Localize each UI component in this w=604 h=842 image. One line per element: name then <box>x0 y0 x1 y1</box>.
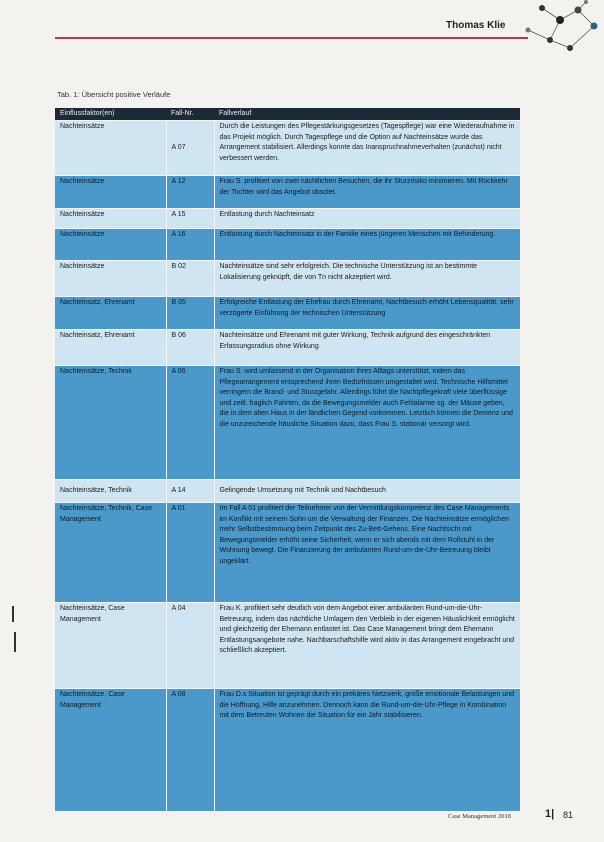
table-caption: Tab. 1: Übersicht positive Verläufe <box>57 90 171 99</box>
course-cell: Frau D.s Situation ist geprägt durch ein prekäres Netzwerk, große emotionale Belastungen und die Hoffnung, Hilfe anzunehmen. Dennoch kann die Rund-um-die-Uhr-Pflege in Kombination mit dem Betreuten Wohnen die Situation für ein Jahr stabilisieren. <box>214 689 520 812</box>
case-cell: A 07 <box>166 121 214 176</box>
binder-mark <box>12 606 14 622</box>
case-cell: B 06 <box>166 330 214 366</box>
factor-cell: Nachteinsätze, Technik, Case Management <box>55 503 166 603</box>
column-header-factor: Einflussfaktor(en) <box>55 108 166 121</box>
case-cell: B 02 <box>166 261 214 297</box>
factor-cell: Nachteinsätze <box>55 209 166 229</box>
case-cell: A 04 <box>166 603 214 689</box>
course-cell: Entlastung durch Nachteinsatz in der Familie eines jüngeren Menschen mit Behinderung. <box>214 229 520 261</box>
factor-cell: Nachteinsatz, Ehrenamt <box>55 330 166 366</box>
author-name: Thomas Klie <box>446 20 506 31</box>
table-row <box>55 176 520 209</box>
table-row <box>55 689 520 812</box>
factor-cell: Nachteinsätze, Case Management <box>55 689 166 812</box>
factor-cell: Nachteinsätze <box>55 176 166 209</box>
course-cell: Erfolgreiche Entlastung der Ehefrau durch Ehrenamt, Nachtbesuch erhöht Lebensqualität, sehr verzögerte Einführung der technischen Unterstützung <box>214 297 520 330</box>
case-cell: A 01 <box>166 503 214 603</box>
factor-cell: Nachteinsätze <box>55 121 166 176</box>
column-header-case: Fall-Nr. <box>166 108 214 121</box>
table-row <box>55 503 520 603</box>
case-cell: A 06 <box>166 366 214 480</box>
table-row <box>55 229 520 261</box>
case-cell: A 15 <box>166 209 214 229</box>
course-cell: Frau S. wird umfassend in der Organisation ihres Alltags unterstützt, indem das Pflegearrangement entsprechend ihren Bedürfnissen umgestaltet wird. Technische Hilfsmittel verringern die Brand- und Sturzgefahr. Allerdings führt die Nachtpflegekraft viele überflüssige und zeitl. fraglich Fahrten, da die Bewegungsmelder auch Fehlalarme sg. der Mäuse geben, die in dem alten Haus in der ländlichen Gegend vorkommen. Letztlich können die Demenz und die unzureichende häusliche Situation dazu, dass Frau S. stationär versorgt wird. <box>214 366 520 480</box>
case-cell: B 05 <box>166 297 214 330</box>
case-cell: A 14 <box>166 480 214 503</box>
course-cell: Im Fall A 01 profitiert der Teilnehmer von der Vermittlungskompetenz des Case Managements im Konflikt mit seinem Sohn um die Verwaltung der Finanzen. Die Nachteinsätze ermöglichen mehr Selbstbestimmung beim Zeitpunkt des Zu-Bett-Gehens. Eine Nachtsicht mit Bewegungsmelder erhöht seine Sicherheit, wenn er sich abends mit dem Rollstuhl in der Wohnung bewegt. Die Finanzierung der ambulanten Rund-um-die-Uhr-Betreuung bleibt ungeklärt. <box>214 503 520 603</box>
table-row <box>55 261 520 297</box>
case-cell: A 16 <box>166 229 214 261</box>
table-row <box>55 480 520 503</box>
case-overview-table <box>55 108 520 811</box>
case-cell: A 08 <box>166 689 214 812</box>
table-row <box>55 366 520 480</box>
journal-name: Case Management 2018 <box>448 813 511 820</box>
journal-logo: 1| <box>545 808 555 820</box>
table-row <box>55 297 520 330</box>
binder-mark <box>14 632 16 652</box>
factor-cell: Nachteinsätze, Technik <box>55 480 166 503</box>
course-cell: Durch die Leistungen des Pflegestärkungsgesetzes (Tagespflege) war eine Wiederaufnahme in das Projekt möglich. Durch Tagespflege und die Option auf Nachteinsätze wurde das Arrangement stabilisiert. Allerdings konnte das Inanspruchnahmeverhalten (zunächst) nicht verbessert werden. <box>214 121 520 176</box>
course-cell: Nachteinsätze sind sehr erfolgreich. Die technische Unterstützung ist an bestimmte Lokalisierung geknüpft, die von Tn nicht akzeptiert wird. <box>214 261 520 297</box>
course-cell: Frau K. profitiert sehr deutlich von dem Angebot einer ambulanten Rund-um-die-Uhr-Betreuung, indem das nächtliche Umlagern den Verbleib in der eigenen Häuslichkeit ermöglicht und gleichzeitig der Ehemann entlastet ist. Das Case Management bringt dem Ehemann Entlastungsangebote nahe. Nachbarschaftshilfe wird aktiv in das Arrangement eingebracht und schließlich akzeptiert. <box>214 603 520 689</box>
factor-cell: Nachteinsatz, Ehrenamt <box>55 297 166 330</box>
case-cell: A 12 <box>166 176 214 209</box>
course-cell: Nachteinsätze und Ehrenamt mit guter Wirkung, Technik aufgrund des eingeschränkten Erfassungsradius ohne Wirkung <box>214 330 520 366</box>
table-row <box>55 330 520 366</box>
factor-cell: Nachteinsätze, Technik <box>55 366 166 480</box>
table-row <box>55 603 520 689</box>
factor-cell: Nachteinsätze <box>55 261 166 297</box>
factor-cell: Nachteinsätze, Case Management <box>55 603 166 689</box>
table-header-row <box>55 108 520 121</box>
course-cell: Gelingende Umsetzung mit Technik und Nachtbesuch <box>214 480 520 503</box>
page-number: 81 <box>563 810 574 820</box>
network-molecule-graphic <box>520 0 604 60</box>
course-cell: Frau S. profitiert von zwei nächtlichen Besuchen, die ihr Sturzrisiko minimieren. Mit Rückkehr der Tochter wird das Angebot obsolet. <box>214 176 520 209</box>
factor-cell: Nachteinsätze <box>55 229 166 261</box>
column-header-course: Fallverlauf <box>214 108 520 121</box>
table-row <box>55 121 520 176</box>
table-row <box>55 209 520 229</box>
header-rule <box>55 37 528 39</box>
course-cell: Entlastung durch Nachteinsatz <box>214 209 520 229</box>
